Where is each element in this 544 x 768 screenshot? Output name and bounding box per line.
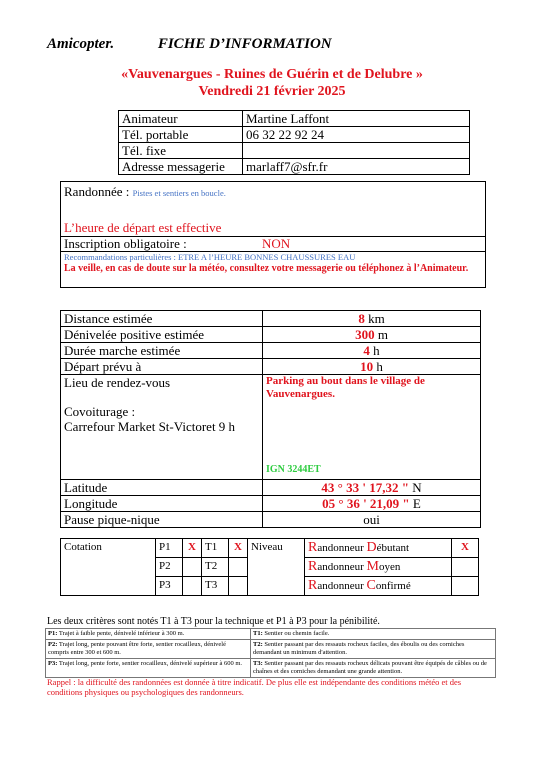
niveau-label: Niveau — [248, 539, 305, 558]
detail-label: Longitude — [61, 496, 263, 512]
contact-value: 06 32 22 92 24 — [243, 127, 470, 143]
meteo-note: La veille, en cas de doute sur la météo, consultez votre messagerie ou téléphonez à l’Animateur. — [64, 263, 469, 274]
table-row — [46, 640, 496, 659]
detail-value-cell — [263, 496, 481, 512]
rdv-cell — [61, 375, 263, 480]
empty-cell — [183, 577, 202, 596]
empty-cell — [229, 558, 248, 577]
level-name: Randonneur Confirmé — [305, 577, 452, 596]
inscription-label: Inscription obligatoire : — [64, 236, 187, 251]
detail-label: Dénivelée positive estimée — [61, 327, 263, 343]
detail-label: Départ prévu à — [61, 359, 263, 375]
recommandations: Recommandations particulières : ETRE A l’HEURE BONNES CHAUSSURES EAU — [64, 252, 356, 262]
event-heading — [0, 66, 544, 100]
criteria-t3: T3: Sentier passant par des ressauts rocheux délicats pouvant être équipés de câbles ou de chaînes et des corniches demandant une grande attention. — [251, 659, 496, 678]
distance-unit: km — [368, 311, 385, 326]
level-mark: X — [452, 539, 479, 558]
criteria-p1: P1: Trajet à faible pente, dénivelé inférieur à 300 m. — [46, 629, 251, 640]
table-row — [61, 496, 481, 512]
randonnee-label: Randonnée : — [64, 184, 130, 199]
t-level: T2 — [202, 558, 229, 577]
parking-note: Parking au bout dans le village de Vauvenargues. — [266, 375, 425, 400]
empty-cell — [183, 558, 202, 577]
inscription-value: NON — [262, 236, 291, 251]
cotation-table — [60, 538, 479, 596]
contact-label: Tél. fixe — [119, 143, 243, 159]
table-row — [119, 159, 470, 175]
latitude-value: 43 ° 33 ' 17,32 " — [321, 480, 409, 495]
covoiturage-value: Carrefour Market St-Victoret 9 h — [64, 419, 236, 434]
randonnee-box — [60, 181, 486, 288]
depart-unit: h — [376, 359, 383, 374]
table-row — [61, 539, 479, 558]
table-row — [46, 659, 496, 678]
event-title: «Vauvenargues - Ruines de Guérin et de Delubre » — [121, 67, 423, 82]
randonnee-description: Pistes et sentiers en boucle. — [132, 188, 226, 198]
table-row — [61, 577, 479, 596]
detail-value-cell — [263, 311, 481, 327]
duree-unit: h — [373, 343, 380, 358]
contact-value — [243, 143, 470, 159]
depart-value: 10 — [360, 359, 374, 374]
criteria-p3: P3: Trajet long, pente forte, sentier rocailleux, dénivelé supérieur à 600 m. — [46, 659, 251, 678]
table-row — [61, 375, 481, 480]
denivele-value: 300 — [355, 327, 375, 342]
inscription-line — [64, 236, 290, 252]
pause-value: oui — [263, 512, 481, 528]
org-name: Amicopter. — [47, 36, 115, 52]
randonnee-line — [64, 184, 226, 200]
t-level: T1 — [202, 539, 229, 558]
criteria-note: Les deux critères sont notés T1 à T3 pour la technique et P1 à P3 pour la pénibilité. — [47, 616, 380, 627]
table-row — [119, 127, 470, 143]
empty-cell — [61, 577, 156, 596]
latitude-dir: N — [412, 480, 422, 495]
details-table — [60, 310, 481, 528]
rappel-note: Rappel : la difficulté des randonnées est donnée à titre indicatif. De plus elle est indépendante des conditions météo et des conditions physiques ou psychologiques des randonneurs. — [47, 677, 462, 697]
empty-cell — [248, 577, 305, 596]
duree-value: 4 — [363, 343, 370, 358]
detail-value-cell — [263, 327, 481, 343]
p-level: P2 — [156, 558, 183, 577]
table-row — [61, 480, 481, 496]
table-row — [61, 311, 481, 327]
contact-label: Tél. portable — [119, 127, 243, 143]
longitude-dir: E — [412, 496, 421, 511]
empty-cell — [248, 558, 305, 577]
detail-value-cell — [263, 480, 481, 496]
table-row — [61, 327, 481, 343]
depart-note: L’heure de départ est effective — [64, 220, 222, 235]
criteria-t2: T2: Sentier passant par des ressauts rocheux faciles, des éboulis ou des corniches demandant un minimum d'attention. — [251, 640, 496, 659]
contact-label: Adresse messagerie — [119, 159, 243, 175]
table-row — [61, 359, 481, 375]
rdv-label: Lieu de rendez-vous — [64, 375, 171, 390]
criteria-p2: P2: Trajet long, pente pouvant être forte, sentier rocailleux, dénivelé compris entre 300 et 600 m. — [46, 640, 251, 659]
level-name: Randonneur Moyen — [305, 558, 452, 577]
empty-cell — [452, 577, 479, 596]
t-level: T3 — [202, 577, 229, 596]
p-level: P1 — [156, 539, 183, 558]
empty-cell — [452, 558, 479, 577]
p1-mark: X — [183, 539, 202, 558]
empty-cell — [61, 558, 156, 577]
contact-value: Martine Laffont — [243, 111, 470, 127]
detail-label: Pause pique-nique — [61, 512, 263, 528]
contact-label: Animateur — [119, 111, 243, 127]
criteria-table — [45, 628, 496, 678]
event-date: Vendredi 21 février 2025 — [198, 84, 346, 99]
t1-mark: X — [229, 539, 248, 558]
denivele-unit: m — [377, 327, 388, 342]
detail-value-cell — [263, 359, 481, 375]
detail-label: Distance estimée — [61, 311, 263, 327]
contact-table — [118, 110, 470, 175]
table-row — [61, 343, 481, 359]
contact-email: marlaff7@sfr.fr — [243, 159, 470, 175]
detail-label: Durée marche estimée — [61, 343, 263, 359]
table-row — [61, 558, 479, 577]
level-name: Randonneur Débutant — [305, 539, 452, 558]
covoiturage-label: Covoiturage : — [64, 404, 136, 419]
distance-value: 8 — [358, 311, 365, 326]
p-level: P3 — [156, 577, 183, 596]
empty-cell — [229, 577, 248, 596]
table-row — [119, 111, 470, 127]
document-header — [47, 36, 332, 53]
detail-label: Latitude — [61, 480, 263, 496]
cotation-label: Cotation — [61, 539, 156, 558]
document-title: FICHE D’INFORMATION — [157, 36, 332, 52]
criteria-t1: T1: Sentier ou chemin facile. — [251, 629, 496, 640]
table-row — [46, 629, 496, 640]
ign-map: IGN 3244ET — [266, 464, 321, 475]
table-row — [61, 512, 481, 528]
parking-cell — [263, 375, 481, 480]
longitude-value: 05 ° 36 ' 21,09 " — [322, 496, 410, 511]
table-row — [119, 143, 470, 159]
detail-value-cell — [263, 343, 481, 359]
